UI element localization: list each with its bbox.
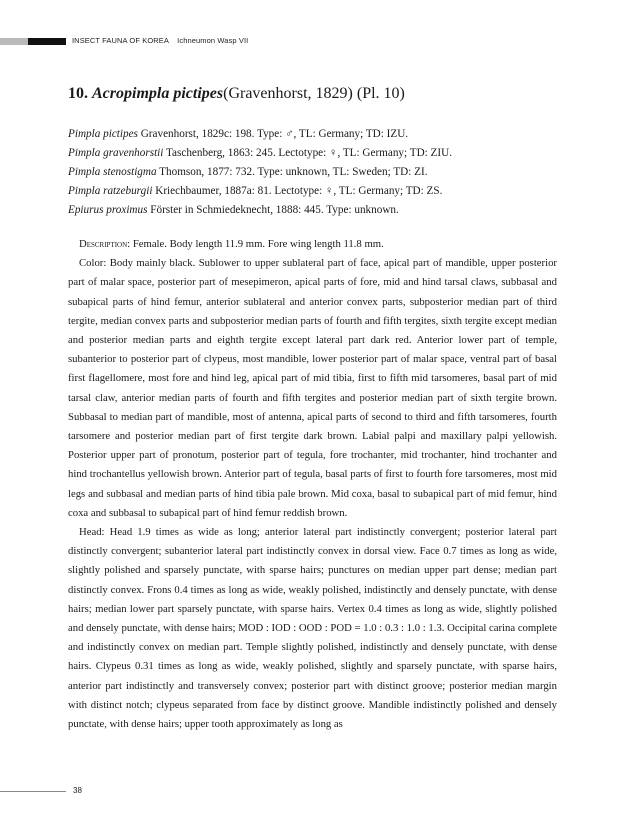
species-name: Acropimpla pictipes — [92, 85, 224, 102]
page-number: 38 — [73, 786, 82, 795]
synonym-name: Epiurus proximus — [68, 204, 148, 216]
header-black-bar — [28, 38, 66, 45]
description-heading: Description — [79, 238, 128, 250]
description-intro-text: : Female. Body length 11.9 mm. Fore wing length 11.8 mm. — [127, 238, 384, 250]
head-paragraph: Head: Head 1.9 times as wide as long; anterior lateral part indistinctly convergent; posterior lateral part distinctly convergent; subanterior lateral part indistinctly convex in dorsal view. Face 0.7 times as long as wide, slightly polished and sparsely punctate, with sparse hairs; punctures on median upper part dense; median part distinctly convex. Frons 0.4 times as long as wide, weakly polished, indistinctly and densely punctate, with dense hairs; median lower part sparsely punctate, with sparse hairs. Vertex 0.4 times as long as wide, slightly polished and densely punctate, with dense hairs; MOD : IOD : OOD : POD = 1.0 : 0.3 : 1.0 : 1.3. Occipital carina complete and indistinctly convex on median part. Temple slightly polished, indistinctly and densely punctate, with dense hairs. Clypeus 0.31 times as long as wide, weakly polished, slightly and sparsely punctate, with sparse hairs, anterior part indistinctly and transversely convex; posterior part with distinct groove; posterior median margin with distinct notch; clypeus separated from face by distinct groove. Mandible indistinctly polished and densely punctate, with dense hairs; upper tooth approximately as long as — [68, 526, 557, 731]
species-number: 10. — [68, 85, 88, 102]
synonym-entry — [68, 144, 568, 163]
synonym-list — [68, 125, 568, 220]
synonym-entry — [68, 201, 568, 220]
synonym-reference: Förster in Schmiedeknecht, 1888: 445. Type: unknown. — [147, 204, 399, 216]
synonym-entry — [68, 163, 568, 182]
synonym-entry — [68, 125, 568, 144]
header-series: INSECT FAUNA OF KOREA — [72, 36, 169, 45]
footer-rule — [0, 791, 66, 792]
color-paragraph: Color: Body mainly black. Sublower to upper sublateral part of face, apical part of mandible, upper posterior part of malar space, posterior part of mesepimeron, apical parts of fore, mid and hind tarsal claws, subbasal and subapical parts of hind femur, anterior sublateral and anterior convex parts, subposterior median part of third tergite, median convex parts and subposterior median parts of fourth and fifth tergites, sixth tergite except median and posterior median parts and eighth tergite except lateral part dark red. Anterior lower part of temple, subanterior to posterior part of clypeus, most mandible, lower posterior part of malar space, ventral part of basal first flagellomere, most fore and hind leg, apical part of mid tibia, first to fifth mid tarsomeres, basal part of mid tarsal claw, anterior median parts of fourth and fifth tergites and posterior median part of sixth tergite brown. Subbasal to median part of mandible, most of antenna, apical parts of second to third and fifth tarsomeres, fourth tarsomere and posterior median part of first tergite dark brown. Labial palpi and maxillary palpi yellowish. Posterior upper part of pronotum, posterior part of tegula, fore trochanter, mid trochanter, hind trochanter and hind trochantellus yellowish brown. Anterior part of tegula, basal parts of first to fourth fore tarsomeres, most mid legs and subbasal and median parts of hind tibia pale brown. Mid coxa, basal to subapical part of mid femur, hind coxa and subbasal to subapical part of hind femur reddish brown. — [68, 257, 557, 519]
synonym-name: Pimpla pictipes — [68, 128, 138, 140]
synonym-reference: Gravenhorst, 1829c: 198. Type: ♂, TL: Germany; TD: IZU. — [137, 128, 409, 140]
species-authority: (Gravenhorst, 1829) — [223, 85, 353, 102]
synonym-reference: Thomson, 1877: 732. Type: unknown, TL: Sweden; TD: ZI. — [156, 166, 428, 178]
description-intro — [68, 235, 557, 254]
synonym-name: Pimpla stenostigma — [68, 166, 157, 178]
header-volume: Ichneumon Wasp VII — [177, 36, 249, 45]
synonym-entry — [68, 182, 568, 201]
species-title — [68, 85, 405, 103]
synonym-name: Pimpla ratzeburgii — [68, 185, 153, 197]
synonym-name: Pimpla gravenhorstii — [68, 147, 164, 159]
plate-reference: (Pl. 10) — [356, 85, 405, 102]
description-body — [68, 235, 557, 734]
running-header — [72, 36, 248, 45]
header-gray-bar — [0, 38, 28, 45]
synonym-reference: Taschenberg, 1863: 245. Lectotype: ♀, TL: Germany; TD: ZIU. — [163, 147, 452, 159]
synonym-reference: Kriechbaumer, 1887a: 81. Lectotype: ♀, TL: Germany; TD: ZS. — [152, 185, 443, 197]
